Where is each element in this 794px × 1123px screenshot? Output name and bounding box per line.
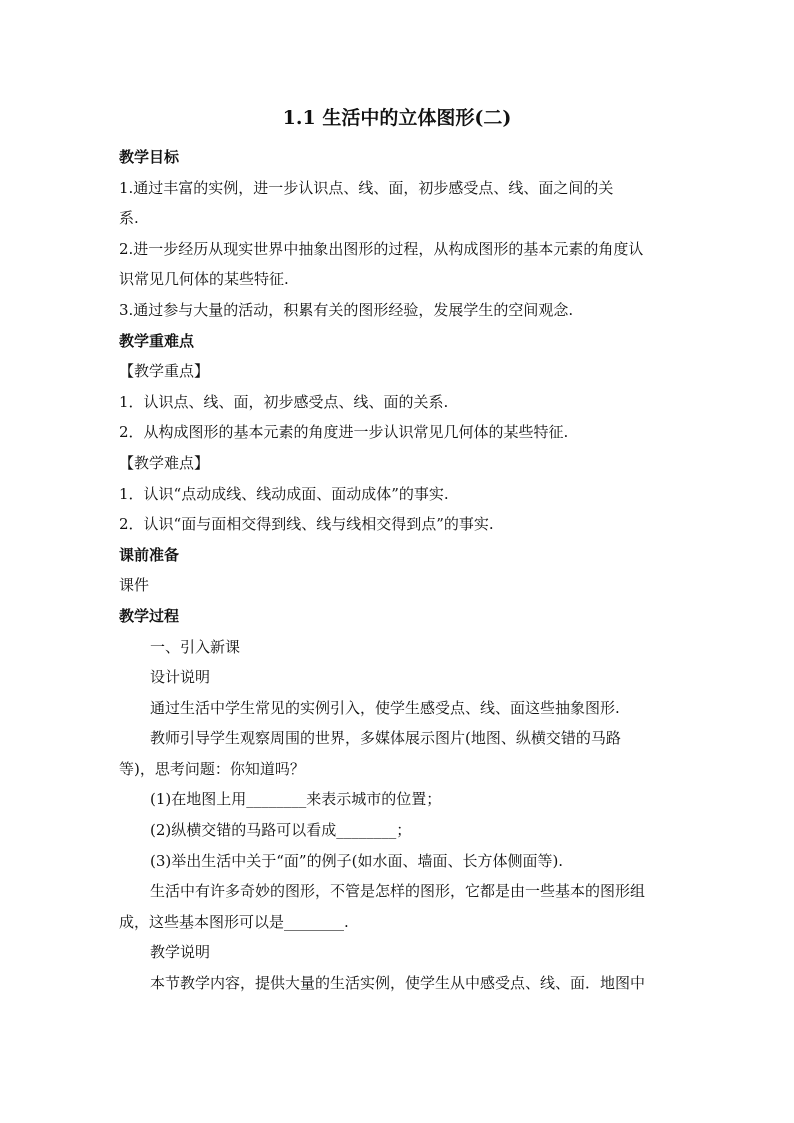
text-line: 等)，思考问题：你知道吗？: [119, 759, 305, 778]
text-line: (2)纵横交错的马路可以看成________；: [150, 821, 412, 840]
text-line: 1.通过丰富的实例，进一步认识点、线、面，初步感受点、线、面之间的关: [119, 178, 614, 197]
text-line: 系.: [119, 209, 139, 228]
text-line: 教师引导学生观察周围的世界，多媒体展示图片(地图、纵横交错的马路: [150, 729, 621, 748]
text-line: 识常见几何体的某些特征.: [119, 270, 289, 289]
text-line: 3.通过参与大量的活动，积累有关的图形经验，发展学生的空间观念.: [119, 300, 574, 319]
text-line: 【教学难点】: [119, 453, 210, 472]
text-line: 教学说明: [150, 943, 211, 962]
section-heading: 教学重难点: [119, 331, 195, 350]
document-title: 1.1 生活中的立体图形(二): [282, 107, 512, 129]
text-line: 课件: [119, 576, 150, 595]
text-line: 成，这些基本图形可以是________.: [119, 912, 349, 931]
text-line: 2．从构成图形的基本元素的角度进一步认识常见几何体的某些特征.: [119, 423, 569, 442]
text-line: 设计说明: [150, 668, 211, 687]
section-heading: 课前准备: [119, 545, 180, 564]
text-line: 通过生活中学生常见的实例引入，使学生感受点、线、面这些抽象图形.: [150, 698, 620, 717]
text-line: 1．认识点、线、面，初步感受点、线、面的关系.: [119, 392, 449, 411]
text-line: 2．认识“面与面相交得到线、线与线相交得到点”的事实.: [119, 515, 494, 534]
section-heading: 教学目标: [119, 148, 180, 166]
text-line: 2.进一步经历从现实世界中抽象出图形的过程，从构成图形的基本元素的角度认: [119, 239, 644, 258]
text-line: 1．认识“点动成线、线动成面、面动成体”的事实.: [119, 484, 449, 503]
text-line: 生活中有许多奇妙的图形，不管是怎样的图形，它都是由一些基本的图形组: [150, 882, 646, 901]
document-body: [119, 142, 684, 999]
text-line: 本节教学内容，提供大量的生活实例，使学生从中感受点、线、面．地图中: [150, 974, 646, 993]
text-line: (1)在地图上用________来表示城市的位置；: [150, 790, 442, 809]
text-line: (3)举出生活中关于“面”的例子(如水面、墙面、长方体侧面等).: [150, 851, 564, 870]
text-line: 一、引入新课: [150, 637, 241, 656]
section-heading: 教学过程: [119, 606, 180, 625]
text-line: 【教学重点】: [119, 362, 210, 381]
